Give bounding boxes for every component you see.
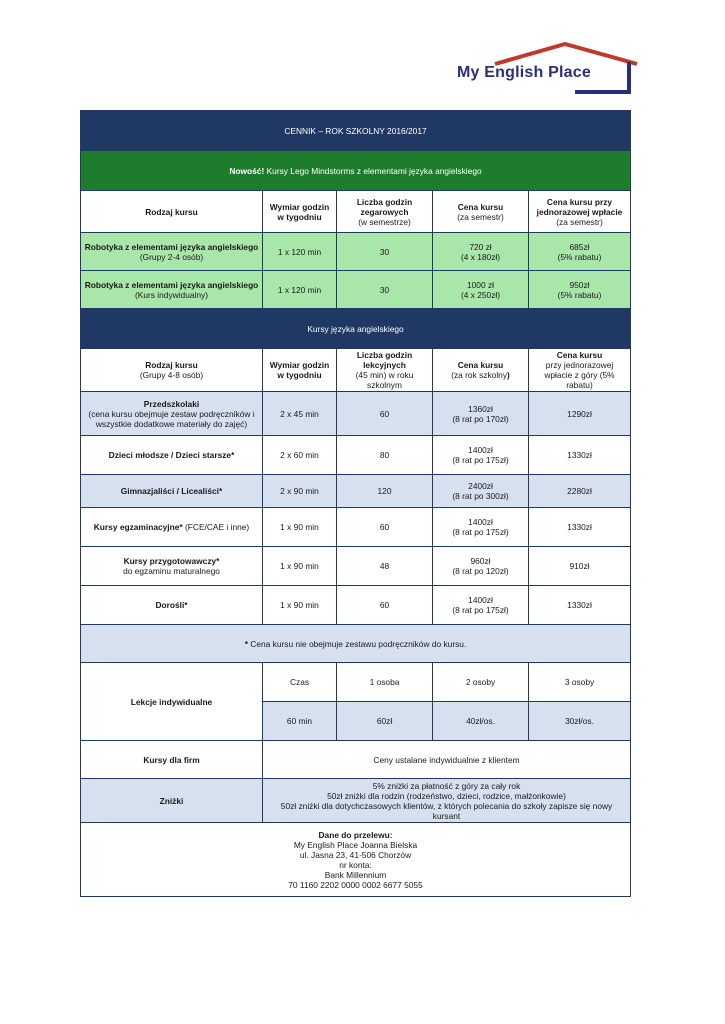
english-col-type: Rodzaj kursu (Grupy 4-8 osób)	[81, 349, 263, 392]
lego-col-hours: Wymiar godzin w tygodniu	[263, 191, 337, 233]
lego-col-count: Liczba godzin zegarowych (w semestrze)	[337, 191, 433, 233]
table-row: Kursy egzaminacyjne* (FCE/CAE i inne) 1 x 90 min 60 1400zł (8 rat po 175zł) 1330zł	[81, 508, 631, 547]
table-row: Dzieci młodsze / Dzieci starsze* 2 x 60 min 80 1400zł (8 rat po 175zł) 1330zł	[81, 436, 631, 475]
english-col-discount: Cena kursu przy jednorazowej wpłacie z góry (5% rabatu)	[529, 349, 631, 392]
transfer-details: Dane do przelewu: My English Place Joanna Bielska ul. Jasna 23, 41-506 Chorzów nr konta: Bank Millennium 70 1160 2202 0000 0002 6677 5055	[81, 823, 631, 897]
table-row: Robotyka z elementami języka angielskiego (Grupy 2-4 osób) 1 x 120 min 30 720 zł (4 x 180zł) 685zł (5% rabatu)	[81, 233, 631, 271]
lego-col-price: Cena kursu (za semestr)	[433, 191, 529, 233]
page-title: CENNIK – ROK SZKOLNY 2016/2017	[81, 111, 631, 151]
logo-text: My English Place	[457, 64, 591, 81]
firms-label: Kursy dla firm	[81, 741, 263, 779]
lego-col-type: Rodzaj kursu	[81, 191, 263, 233]
lego-header-row	[81, 191, 631, 233]
discounts-label: Zniżki	[81, 779, 263, 823]
discounts-text: 5% zniżki za płatność z góry za cały rok 50zł zniżki dla rodzin (rodzeństwo, dzieci, rodzice, małżonkowie) 50zł zniżki dla dotychczasowych klientów, z których polecania do szkoły zapisze się nowy kursant	[263, 779, 631, 823]
english-heading: Kursy języka angielskiego	[81, 309, 631, 349]
english-col-hours: Wymiar godzin w tygodniu	[263, 349, 337, 392]
firms-text: Ceny ustalane indywidualnie z klientem	[263, 741, 631, 779]
individual-label: Lekcje indywidualne	[81, 663, 263, 741]
english-header-row	[81, 349, 631, 392]
price-note: * Cena kursu nie obejmuje zestawu podręczników do kursu.	[81, 625, 631, 663]
english-col-price: Cena kursu (za rok szkolny)	[433, 349, 529, 392]
table-row: Przedszkolaki (cena kursu obejmuje zestaw podręczników i wszystkie dodatkowe materiały do zajęć) 2 x 45 min 60 1360zł (8 rat po 170zł) 1290zł	[81, 392, 631, 436]
price-table: CENNIK – ROK SZKOLNY 2016/2017 Nowość! Kursy Lego Mindstorms z elementami języka angielskiego Rodzaj kursu Wymiar godzin w tygodniu Liczba godzin zegarowych (w semestrze) Cena kursu (za semestr) Cena kursu przy jednorazowej wpłacie (za semestr) Robotyka z elementami języka angielskiego (Grupy 2-4 osób) 1 x 120 min 30 720 zł (4 x 180zł) 685zł (5% rabatu) Robotyka z elementami języka angielskiego (Kurs indywidualny) 1 x 120 min 30 1000 zł (4 x 250zł) 950zł (5% rabatu) Kursy języka angielskiego Rodzaj kursu (Grupy 4-8 osób) Wymiar godzin w tygodniu Liczba godzin lekcyjnych (45 min) w roku szkolnym Cena kursu (za rok szkolny) Cena kursu przy jednorazowej wpłacie z góry (5% rabatu) Przedszkolaki (cena kursu obejmuje zestaw podręczników i wszystkie dodatkowe materiały do zajęć) 2 x 45 min 60 1360zł (8 rat po 170zł) 1290zł Dzieci młodsze / Dzieci starsze* 2 x 60 min 80 1400zł (8 rat po 175zł) 1330zł Gimnazjaliści / Licealiści* 2 x 90 min 120 2400zł (8 rat po 300zł) 2280zł Kursy egzaminacyjne* (FCE/CAE i inne) 1 x 90 min 60 1400zł (8 rat po 175zł) 1330zł Kursy przygotowawczy* do egzaminu maturalnego 1 x 90 min 48 960zł (8 rat po 120zł) 910zł Dorośli* 1 x 90 min 60 1400zł (8 rat po 175zł) 1330zł * Cena kursu nie obejmuje zestawu podręczników do kursu. Lekcje indywidualne Czas 1 osoba 2 osoby 3 osoby 60 min 60zł 40zł/os. 30zł/os. Kursy dla firm Ceny ustalane indywidualnie z klientem Zniżki 5% zniżki za płatność z góry za cały rok 50zł zniżki dla rodzin (rodzeństwo, dzieci, rodzice, małżonkowie) 50zł zniżki dla dotychczasowych klientów, z których polecania do szkoły zapisze się nowy kursant Dane do przelewu: My English Place Joanna Bielska ul. Jasna 23, 41-506 Chorzów nr konta: Bank Millennium 70 1160 2202 0000 0002 6677 5055	[80, 110, 631, 897]
table-row: Dorośli* 1 x 90 min 60 1400zł (8 rat po 175zł) 1330zł	[81, 586, 631, 625]
lego-col-discount: Cena kursu przy jednorazowej wpłacie (za semestr)	[529, 191, 631, 233]
table-row: Robotyka z elementami języka angielskiego (Kurs indywidualny) 1 x 120 min 30 1000 zł (4 x 250zł) 950zł (5% rabatu)	[81, 271, 631, 309]
lego-heading: Nowość! Kursy Lego Mindstorms z elementami języka angielskiego	[81, 151, 631, 191]
logo	[455, 42, 645, 96]
english-col-count: Liczba godzin lekcyjnych (45 min) w roku szkolnym	[337, 349, 433, 392]
table-row: Gimnazjaliści / Licealiści* 2 x 90 min 120 2400zł (8 rat po 300zł) 2280zł	[81, 475, 631, 508]
table-row: Kursy przygotowawczy* do egzaminu maturalnego 1 x 90 min 48 960zł (8 rat po 120zł) 910zł	[81, 547, 631, 586]
